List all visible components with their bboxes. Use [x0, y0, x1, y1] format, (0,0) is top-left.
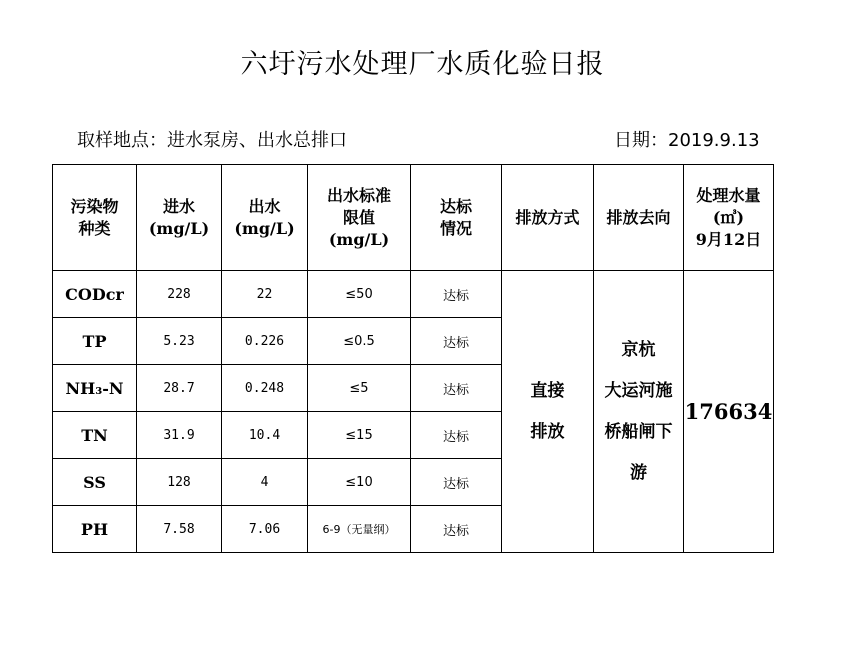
- pollutant-name: NH₃-N: [53, 365, 137, 412]
- outflow-value: 4: [222, 459, 308, 506]
- inflow-value: 5.23: [137, 318, 222, 365]
- header-status: [411, 165, 502, 271]
- inflow-value: 31.9: [137, 412, 222, 459]
- pollutant-name: CODcr: [53, 271, 137, 318]
- table-row: [53, 271, 774, 318]
- status-value: 达标: [411, 506, 502, 553]
- status-value: 达标: [411, 412, 502, 459]
- treated-volume-value: 176634: [684, 271, 774, 553]
- inflow-value: 28.7: [137, 365, 222, 412]
- header-volume: [684, 165, 774, 271]
- header-outflow-line: (mg/L): [234, 218, 295, 238]
- limit-value: ≤5: [308, 365, 411, 412]
- outflow-value: 0.248: [222, 365, 308, 412]
- discharge-destination-line: 大运河施: [604, 380, 673, 401]
- limit-value: ≤0.5: [308, 318, 411, 365]
- header-inflow: [137, 165, 222, 271]
- header-pollutant: [53, 165, 137, 271]
- limit-value: 6-9（无量纲）: [308, 506, 411, 553]
- header-pollutant-line: 污染物: [70, 196, 119, 216]
- outflow-value: 7.06: [222, 506, 308, 553]
- header-inflow-line: 进水: [162, 196, 195, 216]
- header-volume-line: (㎥): [712, 207, 745, 227]
- header-volume-line: 9月12日: [695, 229, 762, 249]
- pollutant-name: SS: [53, 459, 137, 506]
- header-pollutant-line: 种类: [78, 218, 111, 238]
- header-outflow: [222, 165, 308, 271]
- header-limit-line: 出水标准: [326, 185, 391, 205]
- limit-value: ≤15: [308, 412, 411, 459]
- report-date: 日期：2019.9.13: [614, 130, 760, 151]
- discharge-method-line: 排放: [530, 421, 565, 442]
- header-row: [53, 165, 774, 271]
- pollutant-name: TN: [53, 412, 137, 459]
- discharge-destination-line: 桥船闸下: [604, 421, 673, 442]
- status-value: 达标: [411, 365, 502, 412]
- discharge-destination-cell: [594, 271, 684, 553]
- inflow-value: 228: [137, 271, 222, 318]
- header-discharge-destination: 排放去向: [594, 165, 684, 271]
- discharge-destination-line: 游: [630, 462, 647, 483]
- header-limit-line: (mg/L): [328, 229, 390, 249]
- sampling-location: 取样地点：进水泵房、出水总排口: [77, 130, 347, 151]
- header-status-line: 达标: [439, 196, 472, 216]
- water-quality-table: [52, 164, 774, 553]
- discharge-method-cell: [502, 271, 594, 553]
- pollutant-name: PH: [53, 506, 137, 553]
- limit-value: ≤50: [308, 271, 411, 318]
- discharge-method-line: 直接: [530, 380, 565, 401]
- status-value: 达标: [411, 459, 502, 506]
- inflow-value: 7.58: [137, 506, 222, 553]
- inflow-value: 128: [137, 459, 222, 506]
- limit-value: ≤10: [308, 459, 411, 506]
- header-limit: [308, 165, 411, 271]
- pollutant-name: TP: [53, 318, 137, 365]
- report-title: 六圩污水处理厂水质化验日报: [240, 49, 605, 80]
- outflow-value: 0.226: [222, 318, 308, 365]
- outflow-value: 22: [222, 271, 308, 318]
- discharge-destination-line: 京杭: [621, 339, 656, 360]
- header-outflow-line: 出水: [248, 196, 281, 216]
- outflow-value: 10.4: [222, 412, 308, 459]
- header-discharge-method: 排放方式: [502, 165, 594, 271]
- status-value: 达标: [411, 271, 502, 318]
- header-status-line: 情况: [439, 218, 472, 238]
- header-limit-line: 限值: [342, 207, 375, 227]
- header-volume-line: 处理水量: [696, 185, 761, 205]
- status-value: 达标: [411, 318, 502, 365]
- header-inflow-line: (mg/L): [148, 218, 210, 238]
